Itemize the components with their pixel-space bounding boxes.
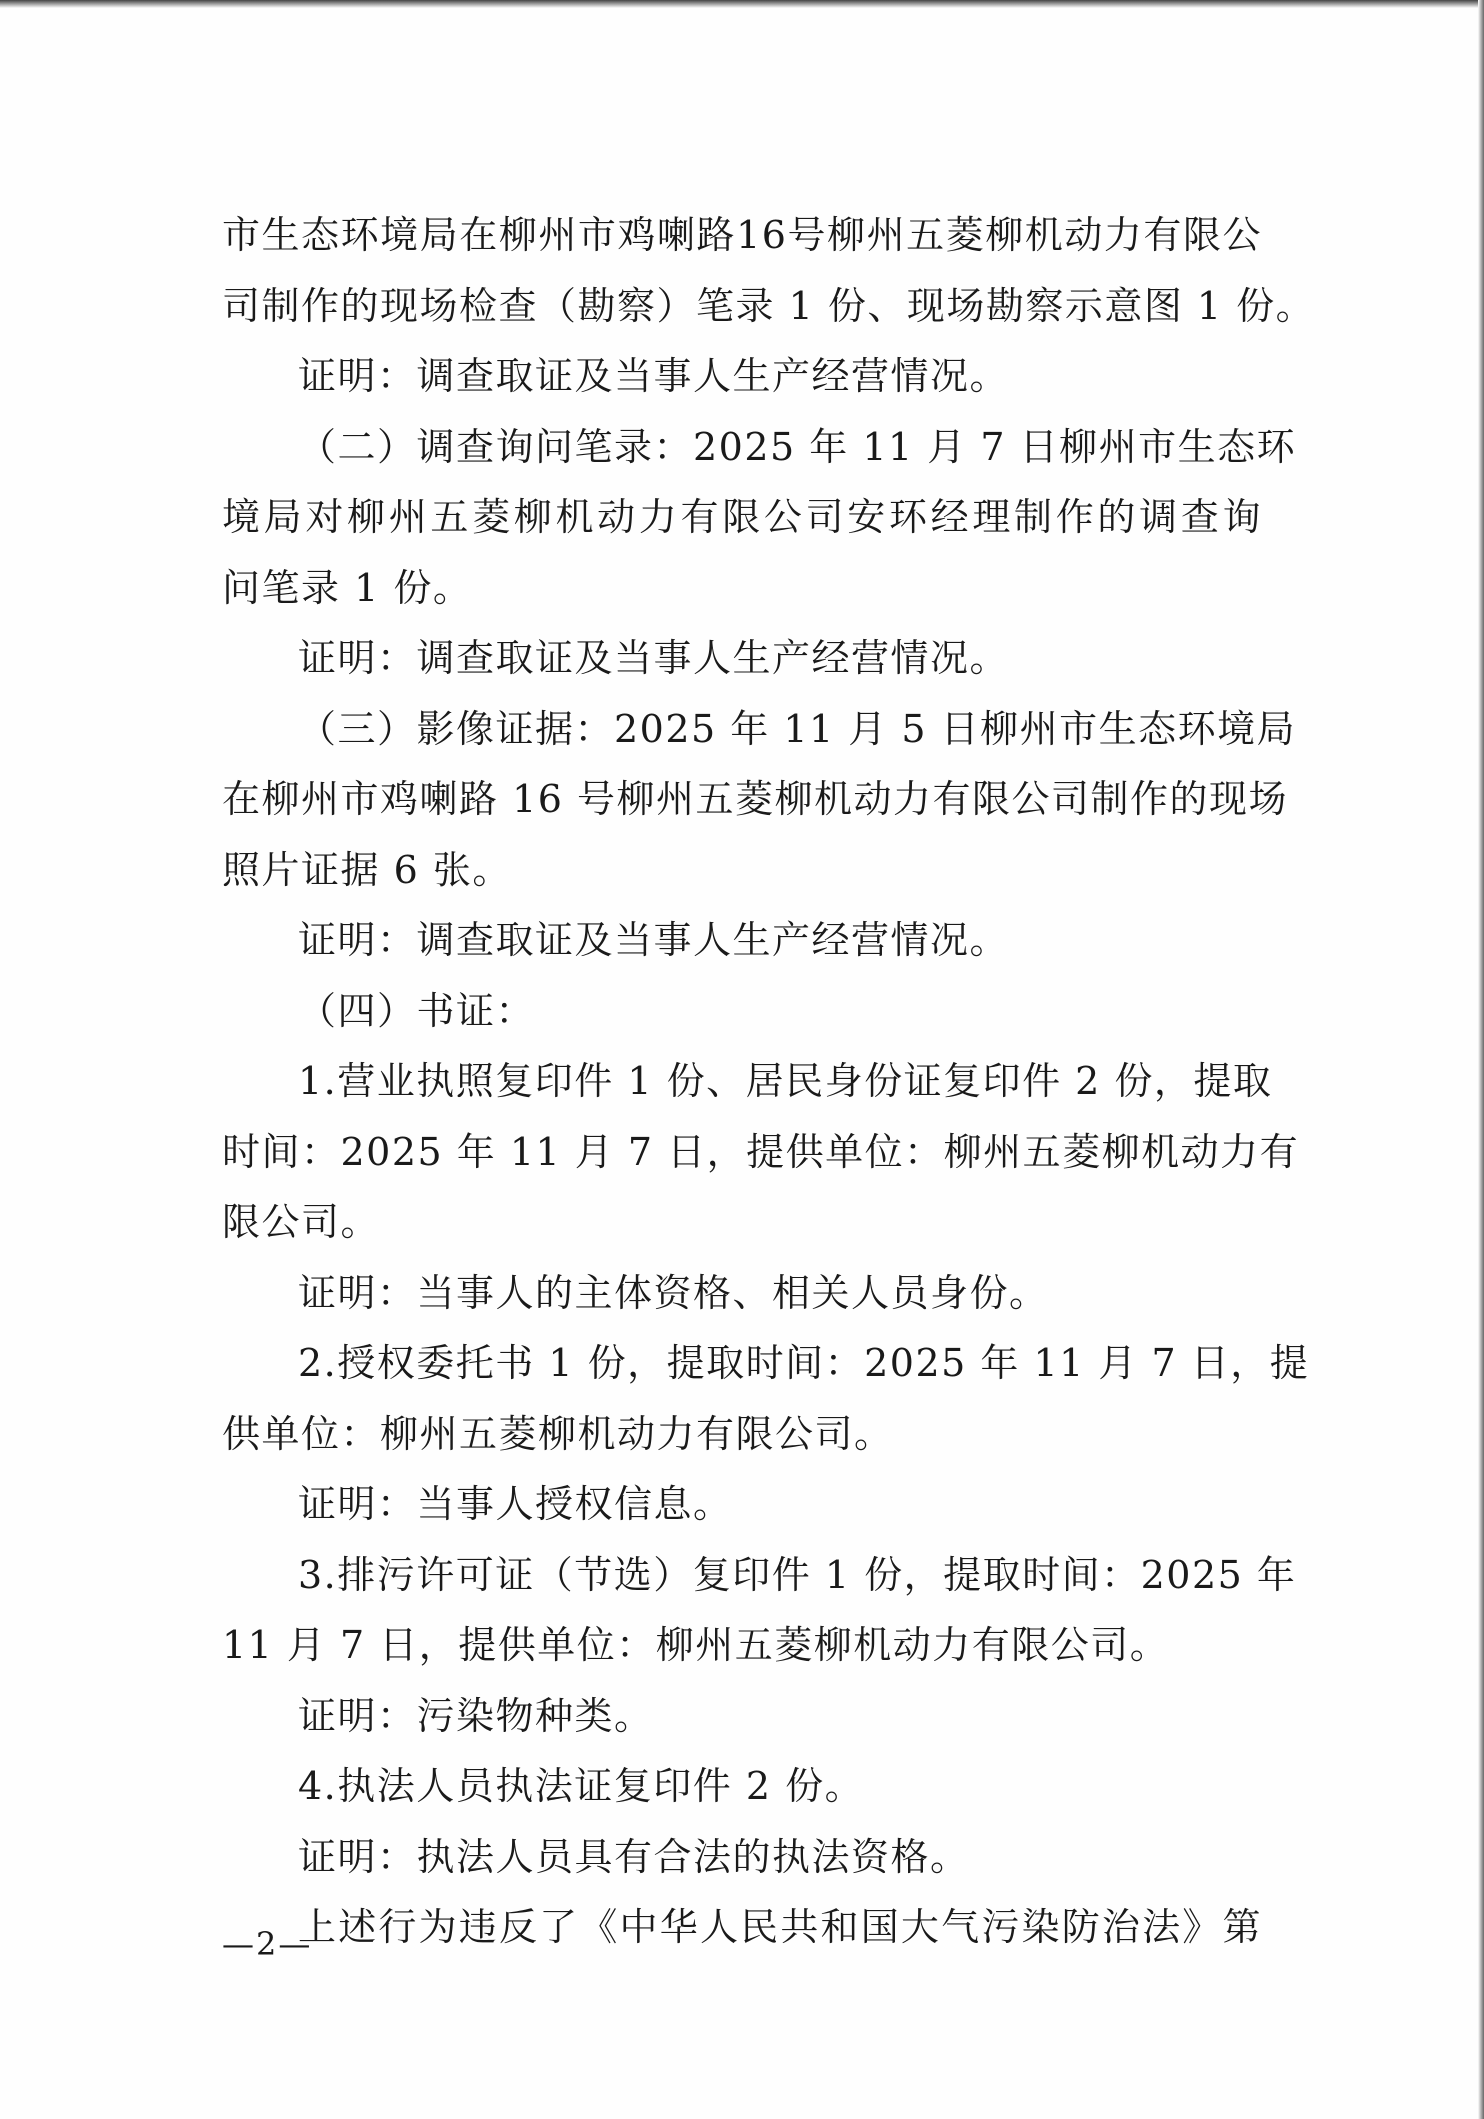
body-line: 在柳州市鸡喇路 16 号柳州五菱柳机动力有限公司制作的现场	[222, 777, 1289, 821]
body-line: 证明：调查取证及当事人生产经营情况。	[298, 354, 1010, 398]
body-line: （三）影像证据：2025 年 11 月 5 日柳州市生态环境局	[298, 706, 1297, 751]
body-line: 境局对柳州五菱柳机动力有限公司安环经理制作的调查询	[222, 495, 1262, 539]
body-line: 3.排污许可证（节选）复印件 1 份，提取时间：2025 年	[298, 1552, 1297, 1597]
document-body	[222, 200, 1316, 1963]
body-line: 证明：执法人员具有合法的执法资格。	[298, 1834, 970, 1879]
body-line: （二）调查询问笔录：2025 年 11 月 7 日柳州市生态环	[298, 424, 1297, 469]
body-line: （四）书证：	[298, 988, 536, 1033]
body-line: 供单位：柳州五菱柳机动力有限公司。	[222, 1411, 894, 1456]
body-line: 问笔录 1 份。	[222, 565, 473, 610]
body-line: 司制作的现场检查（勘察）笔录 1 份、现场勘察示意图 1 份。	[222, 283, 1316, 328]
body-line: 证明：当事人授权信息。	[298, 1482, 733, 1526]
body-line: 11 月 7 日，提供单位：柳州五菱柳机动力有限公司。	[222, 1623, 1170, 1667]
body-line: 2.授权委托书 1 份，提取时间：2025 年 11 月 7 日，提	[298, 1341, 1310, 1385]
scan-edge-right	[1478, 0, 1484, 2119]
body-line: 证明：调查取证及当事人生产经营情况。	[298, 918, 1010, 962]
body-line: 4.执法人员执法证复印件 2 份。	[298, 1764, 865, 1808]
body-line: 证明：调查取证及当事人生产经营情况。	[298, 636, 1010, 680]
body-line: 限公司。	[222, 1200, 381, 1244]
page-number: —2—	[222, 1925, 313, 1963]
body-line: 证明：污染物种类。	[298, 1693, 654, 1738]
scan-edge-top	[0, 0, 1484, 8]
body-line: 照片证据 6 张。	[222, 847, 512, 892]
body-line: 市生态环境局在柳州市鸡喇路16号柳州五菱柳机动力有限公	[222, 213, 1262, 257]
body-line: 1.营业执照复印件 1 份、居民身份证复印件 2 份，提取	[298, 1059, 1273, 1103]
body-line: 上述行为违反了《中华人民共和国大气污染防治法》第	[298, 1905, 1262, 1949]
body-line: 时间：2025 年 11 月 7 日，提供单位：柳州五菱柳机动力有	[222, 1129, 1300, 1174]
body-line: 证明：当事人的主体资格、相关人员身份。	[298, 1270, 1049, 1315]
